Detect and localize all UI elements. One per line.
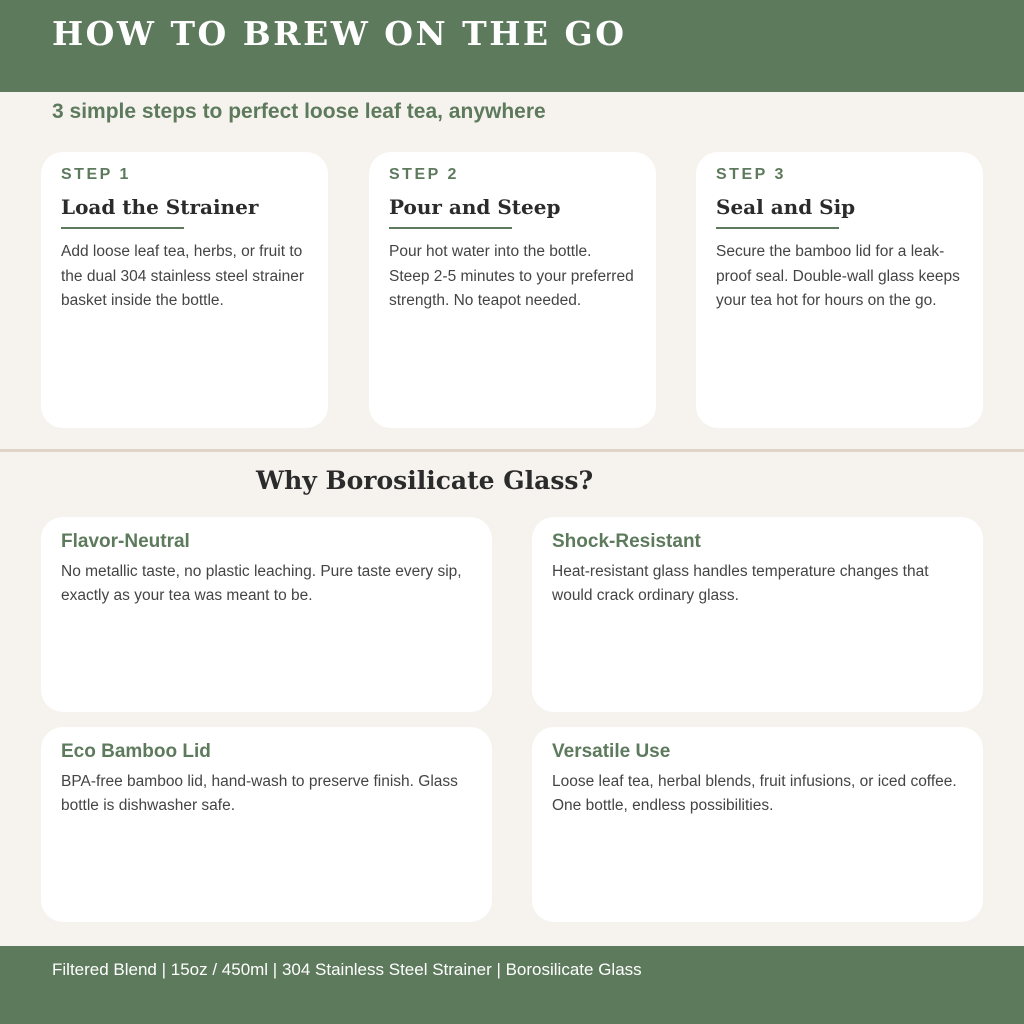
step-card-2	[369, 152, 656, 428]
feature-description: Loose leaf tea, herbal blends, fruit infusions, or iced coffee. One bottle, endless possibilities.	[552, 773, 957, 814]
feature-title: Versatile Use	[552, 741, 671, 762]
feature-description: BPA-free bamboo lid, hand-wash to preserve finish. Glass bottle is dishwasher safe.	[61, 773, 458, 814]
product-specs: Filtered Blend | 15oz / 450ml | 304 Stainless Steel Strainer | Borosilicate Glass	[52, 960, 642, 979]
step-card-1	[41, 152, 328, 428]
step-label: STEP 2	[389, 166, 459, 183]
feature-card-eco-bamboo-lid	[41, 727, 492, 922]
footer-banner	[0, 946, 1024, 1024]
feature-description: No metallic taste, no plastic leaching. Pure taste every sip, exactly as your tea was meant to be.	[61, 563, 462, 604]
step-title: Pour and Steep	[389, 195, 561, 219]
feature-title: Flavor-Neutral	[61, 531, 190, 552]
page-subtitle: 3 simple steps to perfect loose leaf tea, anywhere	[52, 100, 546, 123]
step-title-underline	[716, 227, 839, 229]
step-label: STEP 1	[61, 166, 131, 183]
feature-title: Eco Bamboo Lid	[61, 741, 211, 762]
section-title: Why Borosilicate Glass?	[256, 466, 594, 495]
header-banner	[0, 0, 1024, 92]
feature-description: Heat-resistant glass handles temperature changes that would crack ordinary glass.	[552, 563, 929, 604]
step-title: Seal and Sip	[716, 195, 856, 219]
step-description: Pour hot water into the bottle. Steep 2-5 minutes to your preferred strength. No teapot needed.	[389, 243, 634, 309]
feature-card-flavor-neutral	[41, 517, 492, 712]
step-description: Secure the bamboo lid for a leak-proof seal. Double-wall glass keeps your tea hot for hours on the go.	[716, 243, 960, 309]
step-title-underline	[61, 227, 184, 229]
section-divider	[0, 449, 1024, 452]
step-title: Load the Strainer	[61, 195, 259, 219]
step-card-3	[696, 152, 983, 428]
feature-title: Shock-Resistant	[552, 531, 701, 552]
step-label: STEP 3	[716, 166, 786, 183]
feature-card-versatile-use	[532, 727, 983, 922]
step-description: Add loose leaf tea, herbs, or fruit to the dual 304 stainless steel strainer basket inside the bottle.	[61, 243, 304, 309]
page-title: HOW TO BREW ON THE GO	[52, 14, 627, 53]
step-title-underline	[389, 227, 512, 229]
feature-card-shock-resistant	[532, 517, 983, 712]
